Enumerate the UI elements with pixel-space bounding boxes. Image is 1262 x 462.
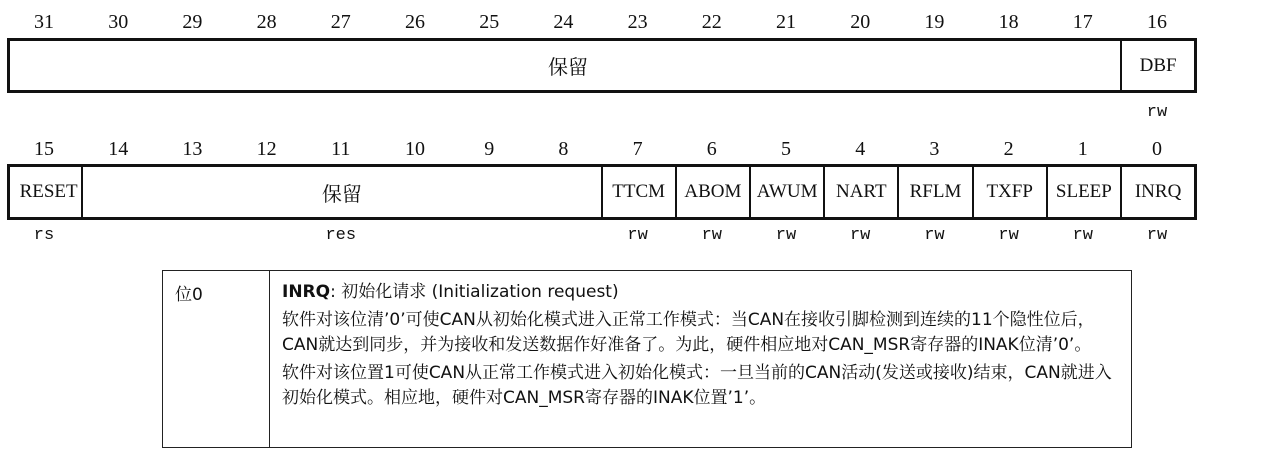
lower-bit-number: 0 bbox=[1152, 138, 1162, 160]
lower-bit-number: 4 bbox=[855, 138, 866, 160]
lower-field: TTCM bbox=[601, 167, 675, 217]
lower-bit-number: 12 bbox=[256, 138, 277, 160]
upper-bit-number: 28 bbox=[256, 11, 277, 33]
lower-access-type: rw bbox=[998, 226, 1019, 245]
lower-access-type: rs bbox=[33, 226, 55, 245]
lower-register-row bbox=[7, 164, 1197, 220]
field-title: : 初始化请求 (Initialization request) bbox=[330, 282, 619, 302]
upper-bit-number: 27 bbox=[330, 11, 351, 33]
bit-description bbox=[270, 271, 1131, 447]
lower-field: RFLM bbox=[897, 167, 971, 217]
lower-field: 保留 bbox=[81, 167, 600, 217]
lower-bit-number: 3 bbox=[929, 138, 940, 160]
lower-bit-number: 2 bbox=[1003, 138, 1014, 160]
lower-access-type: rw bbox=[701, 226, 722, 245]
lower-field: SLEEP bbox=[1046, 167, 1120, 217]
lower-field: TXFP bbox=[972, 167, 1046, 217]
lower-access-type: rw bbox=[775, 226, 797, 245]
lower-field: AWUM bbox=[749, 167, 823, 217]
upper-access-type: rw bbox=[1146, 103, 1168, 122]
lower-field: NART bbox=[823, 167, 897, 217]
upper-bit-number: 29 bbox=[182, 11, 203, 33]
lower-access-type: res bbox=[325, 226, 357, 245]
lower-bit-number: 10 bbox=[405, 138, 425, 160]
upper-bit-number: 21 bbox=[776, 11, 796, 33]
lower-bit-number: 13 bbox=[182, 138, 203, 160]
upper-bit-number: 31 bbox=[34, 11, 54, 33]
upper-bit-number: 20 bbox=[850, 11, 871, 33]
lower-bit-number: 5 bbox=[781, 138, 791, 160]
upper-field: 保留 bbox=[548, 55, 588, 79]
upper-bit-number: 22 bbox=[701, 11, 722, 33]
lower-bit-number: 14 bbox=[108, 138, 129, 160]
lower-field: ABOM bbox=[675, 167, 749, 217]
upper-bit-number: 19 bbox=[924, 11, 945, 33]
upper-bit-number: 18 bbox=[998, 11, 1019, 33]
lower-access-type: rw bbox=[1146, 226, 1168, 245]
lower-access-type: rw bbox=[924, 226, 945, 245]
upper-bit-number: 16 bbox=[1147, 11, 1167, 33]
description-paragraph-1: 软件对该位清’0’可使CAN从初始化模式进入正常工作模式：当CAN在接收引脚检测到连续的11个隐性位后，CAN就达到同步，并为接收和发送数据作好准备了。为此，硬件相应地对CAN_MSR寄存器的INAK位清’0’。 bbox=[282, 310, 1095, 355]
upper-bit-number: 26 bbox=[405, 11, 425, 33]
lower-bit-number: 9 bbox=[484, 138, 495, 160]
upper-bit-number: 24 bbox=[553, 11, 574, 33]
description-paragraph-2: 软件对该位置1可使CAN从正常工作模式进入初始化模式：一旦当前的CAN活动(发送或接收)结束，CAN就进入初始化模式。相应地，硬件对CAN_MSR寄存器的INAK位置’1’。 bbox=[282, 363, 1112, 408]
lower-bit-number: 15 bbox=[34, 138, 54, 160]
upper-field: DBF bbox=[1120, 41, 1194, 90]
upper-bit-number: 23 bbox=[627, 11, 648, 33]
lower-bit-number: 11 bbox=[331, 138, 351, 160]
field-title-line bbox=[282, 280, 1117, 305]
lower-bit-number: 1 bbox=[1077, 138, 1088, 160]
upper-bit-number: 25 bbox=[479, 11, 500, 33]
lower-access-type: rw bbox=[1072, 226, 1093, 245]
lower-access-type: rw bbox=[849, 226, 871, 245]
upper-bit-number: 30 bbox=[108, 11, 129, 33]
lower-field: INRQ bbox=[1120, 167, 1194, 217]
lower-bit-number: 6 bbox=[706, 138, 717, 160]
lower-bit-number: 7 bbox=[632, 138, 643, 160]
field-name: INRQ bbox=[282, 282, 331, 302]
lower-field: RESET bbox=[19, 181, 78, 202]
bit-label: 位0 bbox=[163, 271, 270, 447]
lower-access-type: rw bbox=[627, 226, 648, 245]
bit-description-table bbox=[162, 270, 1132, 448]
upper-register-row bbox=[7, 38, 1197, 93]
upper-bit-number: 17 bbox=[1072, 11, 1093, 33]
lower-bit-number: 8 bbox=[558, 138, 569, 160]
